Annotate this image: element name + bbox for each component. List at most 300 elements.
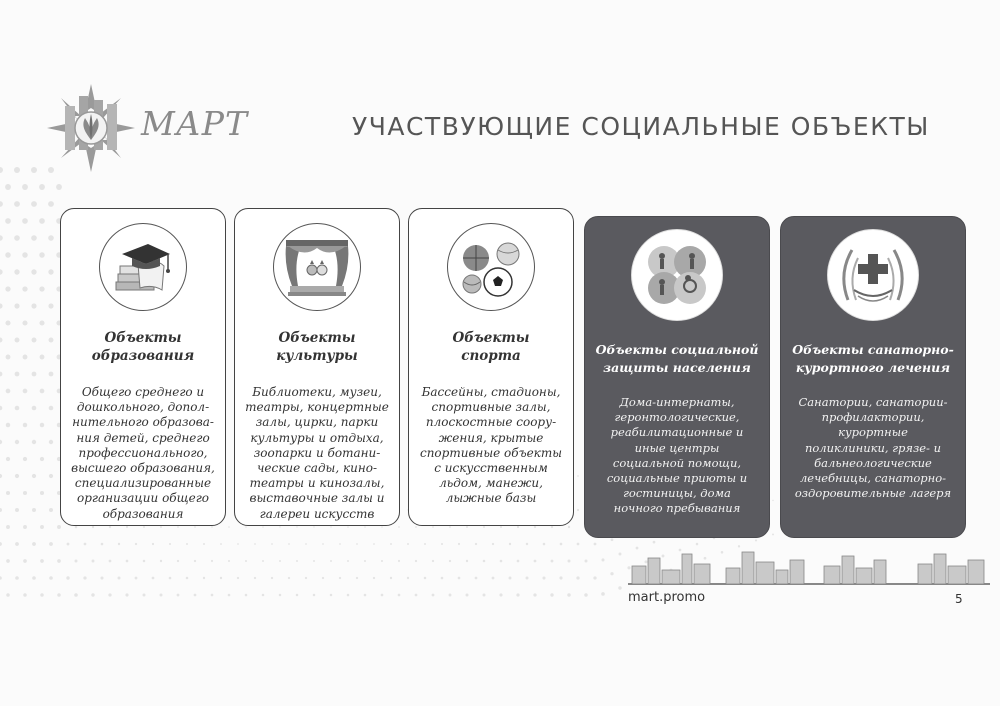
card-sanatorium bbox=[780, 216, 966, 538]
card-title-line: Объекты санаторно- bbox=[792, 342, 954, 357]
background-dot bbox=[92, 526, 94, 528]
background-dot bbox=[594, 543, 597, 546]
desc-line: курортные bbox=[838, 425, 908, 440]
background-dot bbox=[618, 586, 621, 589]
background-dot bbox=[31, 167, 37, 173]
background-dot bbox=[313, 526, 314, 527]
background-dot bbox=[237, 543, 239, 545]
background-dot bbox=[543, 543, 546, 546]
background-dot bbox=[228, 560, 230, 562]
sports-balls-icon bbox=[448, 224, 534, 310]
background-dot bbox=[567, 593, 570, 596]
background-dot bbox=[584, 559, 587, 562]
desc-line: геронтологические, bbox=[614, 410, 740, 425]
background-dot bbox=[466, 526, 468, 528]
background-dot bbox=[100, 576, 103, 579]
card-icon-frame bbox=[631, 229, 723, 321]
background-dot bbox=[526, 543, 528, 545]
logo bbox=[45, 82, 248, 172]
background-dot bbox=[125, 593, 128, 596]
background-dot bbox=[568, 526, 570, 528]
desc-line: жения, крытые bbox=[438, 430, 544, 445]
desc-line: выставочные залы и bbox=[249, 491, 385, 506]
background-dot bbox=[0, 167, 3, 173]
background-dot bbox=[5, 252, 11, 258]
card-title-line: культуры bbox=[276, 348, 358, 364]
background-dot bbox=[550, 593, 553, 596]
site-url: mart.promo bbox=[628, 590, 706, 605]
background-dot bbox=[449, 526, 451, 528]
background-dot bbox=[169, 577, 172, 580]
desc-line: плоскостные соору- bbox=[425, 415, 557, 430]
background-dot bbox=[432, 594, 435, 597]
background-dot bbox=[611, 538, 614, 541]
desc-line: высшего образования, bbox=[71, 461, 215, 476]
card-title-line: защиты населения bbox=[603, 360, 751, 375]
background-dot bbox=[517, 560, 520, 563]
background-dot bbox=[364, 594, 367, 597]
background-dot bbox=[203, 543, 205, 545]
card-description bbox=[787, 395, 959, 501]
desc-line: социальной помощи, bbox=[612, 455, 742, 470]
background-dot bbox=[22, 184, 28, 190]
background-dot bbox=[364, 560, 366, 562]
background-dot bbox=[109, 560, 112, 563]
desc-line: гостиницы, дома bbox=[623, 486, 731, 501]
background-dot bbox=[48, 303, 53, 308]
background-dot bbox=[160, 560, 162, 562]
background-dot bbox=[492, 577, 495, 580]
background-dot bbox=[0, 576, 2, 580]
background-dot bbox=[40, 559, 44, 563]
background-dot bbox=[568, 560, 571, 563]
background-dot bbox=[534, 560, 537, 563]
background-dot bbox=[160, 526, 162, 528]
card-social-protection bbox=[584, 216, 770, 538]
background-dot bbox=[75, 526, 78, 529]
background-dot bbox=[279, 560, 281, 562]
background-dot bbox=[576, 576, 579, 579]
background-dot bbox=[296, 526, 297, 527]
card-title bbox=[239, 329, 395, 365]
background-dot bbox=[118, 577, 121, 580]
background-dot bbox=[91, 593, 94, 596]
background-dot bbox=[619, 553, 622, 556]
background-dot bbox=[499, 593, 502, 596]
desc-line: образования bbox=[102, 506, 184, 521]
background-dot bbox=[57, 559, 61, 563]
background-dot bbox=[262, 560, 264, 562]
background-dot bbox=[441, 577, 444, 580]
card-education bbox=[60, 208, 226, 526]
background-dot bbox=[143, 560, 146, 563]
desc-line: иные центры bbox=[634, 440, 720, 455]
desc-line: зоопарки и ботани- bbox=[253, 445, 381, 460]
desc-line: поликлиники, грязе- и bbox=[804, 440, 942, 455]
card-title-line: спорта bbox=[461, 348, 521, 364]
background-dot bbox=[288, 543, 290, 545]
desc-line: спортивные залы, bbox=[431, 400, 551, 415]
background-dot bbox=[483, 526, 485, 528]
card-title-line: Объекты bbox=[452, 330, 530, 346]
desc-line: бальнеологические bbox=[814, 455, 932, 470]
background-dot bbox=[6, 389, 11, 394]
background-dot bbox=[415, 560, 417, 562]
background-dot bbox=[424, 543, 426, 545]
background-dot bbox=[49, 576, 53, 580]
card-title bbox=[65, 329, 221, 365]
background-dot bbox=[305, 543, 307, 545]
background-dot bbox=[160, 594, 163, 597]
background-dot bbox=[39, 286, 44, 291]
background-dot bbox=[6, 593, 10, 597]
background-dot bbox=[271, 543, 273, 545]
background-dot bbox=[560, 543, 563, 546]
background-dot bbox=[32, 508, 36, 512]
card-title bbox=[413, 329, 569, 365]
background-dot bbox=[772, 500, 773, 501]
background-dot bbox=[458, 577, 461, 580]
background-dot bbox=[509, 577, 512, 580]
background-dot bbox=[23, 559, 27, 563]
background-dot bbox=[6, 491, 10, 495]
background-dot bbox=[0, 508, 2, 512]
background-dot bbox=[577, 475, 579, 477]
background-dot bbox=[23, 457, 27, 461]
desc-line: залы, цирки, парки bbox=[255, 415, 379, 430]
background-dot bbox=[0, 338, 3, 343]
background-dot bbox=[245, 560, 247, 562]
card-title-line: образования bbox=[91, 348, 195, 364]
background-dot bbox=[466, 560, 468, 562]
desc-line: специализированные bbox=[74, 476, 212, 491]
background-dot bbox=[525, 576, 528, 579]
background-dot bbox=[142, 593, 145, 596]
background-dot bbox=[220, 577, 222, 579]
background-dot bbox=[288, 577, 290, 579]
background-dot bbox=[432, 526, 434, 528]
background-dot bbox=[14, 303, 19, 308]
card-title-line: Объекты bbox=[104, 330, 182, 346]
background-dot bbox=[601, 592, 605, 596]
background-dot bbox=[194, 560, 196, 562]
background-dot bbox=[40, 389, 45, 394]
background-dot bbox=[228, 526, 230, 528]
background-dot bbox=[152, 543, 154, 545]
card-icon-frame bbox=[827, 229, 919, 321]
background-dot bbox=[772, 533, 774, 535]
background-dot bbox=[40, 355, 45, 360]
background-dot bbox=[211, 560, 213, 562]
background-dot bbox=[56, 184, 62, 190]
page-title: УЧАСТВУЮЩИЕ СОЦИАЛЬНЫЕ ОБЪЕКТЫ bbox=[352, 112, 930, 141]
background-dot bbox=[398, 560, 400, 562]
background-dot bbox=[279, 594, 282, 597]
background-dot bbox=[48, 235, 54, 241]
desc-line: дошкольного, допол- bbox=[76, 400, 210, 415]
background-dot bbox=[32, 406, 37, 411]
background-dot bbox=[40, 423, 45, 428]
card-sport bbox=[408, 208, 574, 526]
desc-line: Бассейны, стадионы, bbox=[421, 385, 561, 399]
background-dot bbox=[49, 406, 54, 411]
desc-line: реабилитационные и bbox=[610, 425, 744, 440]
desc-line: ночного пребывания bbox=[613, 501, 741, 516]
card-icon-frame bbox=[99, 223, 187, 311]
background-dot bbox=[74, 559, 77, 562]
background-dot bbox=[483, 560, 486, 563]
background-dot bbox=[23, 423, 28, 428]
card-icon-frame bbox=[273, 223, 361, 311]
background-dot bbox=[15, 474, 19, 478]
background-dot bbox=[67, 543, 70, 546]
background-dot bbox=[296, 594, 299, 597]
background-dot bbox=[6, 355, 11, 360]
background-dot bbox=[135, 577, 138, 580]
background-dot bbox=[15, 440, 19, 444]
background-dot bbox=[584, 593, 588, 597]
card-description bbox=[415, 385, 567, 507]
background-dot bbox=[23, 593, 27, 597]
background-dot bbox=[169, 543, 171, 545]
background-dot bbox=[313, 560, 315, 562]
graduation-cap-books-icon bbox=[100, 224, 186, 310]
background-dot bbox=[533, 593, 536, 596]
background-dot bbox=[339, 543, 341, 545]
background-dot bbox=[339, 577, 341, 579]
background-dot bbox=[126, 526, 128, 528]
background-dot bbox=[696, 543, 699, 546]
desc-line: ческие сады, кино- bbox=[256, 461, 378, 476]
background-dot bbox=[228, 594, 231, 597]
background-dot bbox=[5, 320, 10, 325]
desc-line: ния детей, среднего bbox=[76, 430, 210, 445]
background-dot bbox=[14, 201, 20, 207]
card-title-line: Объекты bbox=[278, 330, 356, 346]
card-description bbox=[591, 395, 763, 517]
medical-cross-icon bbox=[828, 230, 918, 320]
background-dot bbox=[424, 577, 427, 580]
background-dot bbox=[186, 577, 189, 580]
background-dot bbox=[517, 526, 519, 528]
background-dot bbox=[108, 593, 111, 596]
background-dot bbox=[415, 594, 418, 597]
background-dot bbox=[23, 355, 28, 360]
background-dot bbox=[126, 560, 129, 563]
background-dot bbox=[262, 594, 265, 597]
background-dot bbox=[15, 542, 19, 546]
background-dot bbox=[577, 543, 580, 546]
background-dot bbox=[279, 526, 280, 527]
background-dot bbox=[40, 491, 44, 495]
background-dot bbox=[313, 594, 316, 597]
desc-line: Дома-интернаты, bbox=[619, 395, 735, 409]
background-dot bbox=[373, 543, 375, 545]
background-dot bbox=[194, 526, 196, 528]
background-dot bbox=[66, 576, 69, 579]
background-dot bbox=[177, 526, 179, 528]
background-dot bbox=[0, 406, 2, 411]
background-dot bbox=[407, 577, 409, 579]
background-dot bbox=[152, 577, 155, 580]
background-dot bbox=[211, 526, 213, 528]
background-dot bbox=[83, 576, 86, 579]
background-dot bbox=[432, 560, 434, 562]
background-dot bbox=[0, 303, 3, 308]
background-dot bbox=[593, 576, 596, 579]
background-dot bbox=[390, 543, 392, 545]
background-dot bbox=[551, 560, 554, 563]
background-dot bbox=[0, 269, 3, 274]
background-dot bbox=[32, 440, 36, 444]
desc-line: культуры и отдыха, bbox=[250, 430, 384, 445]
background-dot bbox=[39, 252, 45, 258]
background-dot bbox=[15, 406, 20, 411]
background-dot bbox=[39, 184, 45, 190]
background-dot bbox=[466, 594, 469, 597]
background-dot bbox=[57, 593, 61, 597]
logo-text: МАРТ bbox=[141, 104, 248, 143]
background-dot bbox=[559, 576, 562, 579]
desc-line: Санатории, санатории- bbox=[798, 395, 948, 409]
background-dot bbox=[390, 577, 392, 579]
background-dot bbox=[101, 543, 104, 546]
background-dot bbox=[262, 526, 264, 528]
background-dot bbox=[31, 201, 37, 207]
background-dot bbox=[347, 560, 349, 562]
background-dot bbox=[296, 560, 298, 562]
card-title bbox=[785, 341, 961, 377]
card-description bbox=[67, 385, 219, 522]
background-dot bbox=[39, 218, 45, 224]
background-dot bbox=[5, 184, 11, 190]
background-dot bbox=[449, 560, 451, 562]
background-dot bbox=[516, 593, 519, 596]
background-dot bbox=[330, 526, 331, 527]
background-dot bbox=[475, 577, 478, 580]
background-dot bbox=[500, 526, 502, 528]
background-dot bbox=[0, 440, 2, 444]
background-dot bbox=[32, 338, 37, 343]
background-dot bbox=[6, 525, 10, 529]
background-dot bbox=[271, 577, 273, 579]
desc-line: Общего среднего и bbox=[81, 385, 205, 399]
background-dot bbox=[305, 577, 307, 579]
background-dot bbox=[22, 320, 27, 325]
background-dot bbox=[245, 594, 248, 597]
background-dot bbox=[407, 543, 409, 545]
desc-line: организации общего bbox=[76, 491, 210, 506]
background-dot bbox=[39, 320, 44, 325]
background-dot bbox=[449, 594, 452, 597]
background-dot bbox=[14, 235, 20, 241]
background-dot bbox=[177, 594, 180, 597]
background-dot bbox=[245, 526, 247, 528]
background-dot bbox=[49, 542, 53, 546]
background-dot bbox=[254, 577, 256, 579]
background-dot bbox=[254, 543, 256, 545]
background-dot bbox=[322, 543, 324, 545]
theater-stage-icon bbox=[274, 224, 360, 310]
background-dot bbox=[135, 543, 137, 545]
background-dot bbox=[0, 235, 3, 241]
background-dot bbox=[381, 560, 383, 562]
background-dot bbox=[356, 577, 358, 579]
background-dot bbox=[653, 541, 656, 544]
background-dot bbox=[15, 508, 19, 512]
background-dot bbox=[40, 593, 44, 597]
background-dot bbox=[32, 576, 36, 580]
background-dot bbox=[492, 543, 494, 545]
desc-line: лечебницы, санаторно- bbox=[799, 471, 947, 486]
background-dot bbox=[49, 372, 54, 377]
background-dot bbox=[6, 423, 11, 428]
desc-line: спортивные объекты bbox=[419, 445, 562, 460]
background-dot bbox=[32, 542, 36, 546]
background-dot bbox=[441, 543, 443, 545]
page-number: 5 bbox=[955, 592, 963, 606]
desc-line: театры и кинозалы, bbox=[249, 476, 385, 491]
background-dot bbox=[5, 218, 11, 224]
background-dot bbox=[211, 594, 214, 597]
background-dot bbox=[203, 577, 205, 579]
desc-line: оздоровительные лагеря bbox=[794, 486, 952, 501]
card-title-line: Объекты социальной bbox=[595, 342, 759, 357]
city-star-logo-icon bbox=[45, 82, 137, 174]
card-culture bbox=[234, 208, 400, 526]
background-dot bbox=[0, 474, 2, 478]
background-dot bbox=[5, 286, 10, 291]
card-icon-frame bbox=[447, 223, 535, 311]
background-dot bbox=[6, 559, 10, 563]
social-protection-icon bbox=[632, 230, 722, 320]
background-dot bbox=[6, 457, 10, 461]
background-dot bbox=[330, 594, 333, 597]
card-title-line: курортного лечения bbox=[795, 360, 951, 375]
background-dot bbox=[32, 372, 37, 377]
background-dot bbox=[15, 372, 20, 377]
background-dot bbox=[381, 526, 383, 528]
background-dot bbox=[23, 389, 28, 394]
background-dot bbox=[0, 542, 2, 546]
background-dot bbox=[398, 526, 400, 528]
background-dot bbox=[347, 594, 350, 597]
background-dot bbox=[500, 560, 503, 563]
background-dot bbox=[31, 269, 36, 274]
background-dot bbox=[381, 594, 384, 597]
background-dot bbox=[15, 338, 20, 343]
background-dot bbox=[347, 526, 349, 528]
background-dot bbox=[322, 577, 324, 579]
background-dot bbox=[364, 526, 366, 528]
background-dot bbox=[14, 167, 20, 173]
background-dot bbox=[74, 593, 78, 597]
background-dot bbox=[15, 576, 19, 580]
city-skyline-icon bbox=[628, 548, 990, 586]
desc-line: галереи искусств bbox=[259, 506, 375, 521]
background-dot bbox=[40, 457, 44, 461]
desc-line: с искусственным bbox=[434, 461, 548, 476]
background-dot bbox=[534, 526, 536, 528]
background-dot bbox=[48, 269, 53, 274]
background-dot bbox=[186, 543, 188, 545]
background-dot bbox=[373, 577, 375, 579]
background-dot bbox=[92, 560, 95, 563]
background-dot bbox=[0, 372, 2, 377]
desc-line: льдом, манежи, bbox=[439, 476, 543, 491]
background-dot bbox=[482, 593, 485, 596]
background-dot bbox=[330, 560, 332, 562]
